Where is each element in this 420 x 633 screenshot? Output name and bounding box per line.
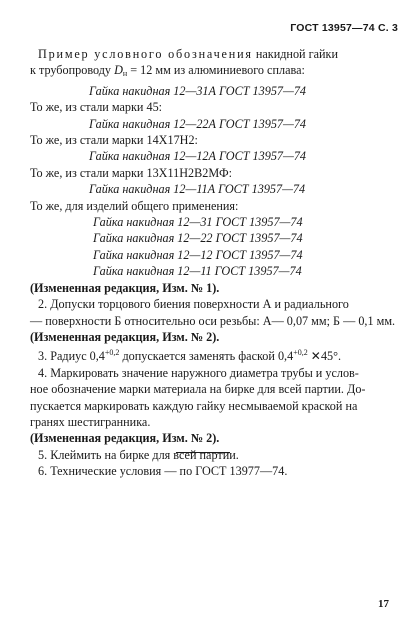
amendment-note-1: (Измененная редакция, Изм. № 1). [30, 280, 220, 295]
paragraph-2-line-2: — поверхности Б относительно оси резьбы: А— 0,07 мм; Б — 0,1 мм. [30, 313, 396, 328]
designation-4: Гайка накидная 12—11А ГОСТ 13957—74 [89, 182, 306, 197]
paragraph-4-line-3: пускается маркировать каждую гайку несмываемой краской на [30, 398, 358, 413]
paragraph-4-line-1: 4. Маркировать значение наружного диаметра трубы и услов- [38, 365, 359, 380]
designation-6: Гайка накидная 12—22 ГОСТ 13957—74 [93, 231, 303, 246]
header-page: С. 3 [377, 22, 398, 34]
designation-5: Гайка накидная 12—31 ГОСТ 13957—74 [93, 215, 303, 230]
designation-7: Гайка накидная 12—12 ГОСТ 13957—74 [93, 247, 303, 262]
paragraph-3: 3. Радиус $0,4^{+0,2}$ допускается заменять фаской $0,4^{+0,2}$ ✕45°. [38, 348, 342, 364]
text-line: То же, из стали марки 45: [30, 100, 163, 115]
designation-3: Гайка накидная 12—12А ГОСТ 13957—74 [89, 149, 307, 164]
amendment-note-2: (Измененная редакция, Изм. № 2). [30, 329, 220, 344]
paragraph-4-line-2: ное обозначение марки материала на бирке для всей партии. До- [30, 382, 366, 397]
example-tail: накидной гайки [252, 47, 338, 61]
paragraph-6: 6. Технические условия — по ГОСТ 13977—74. [38, 464, 288, 479]
paragraph-5: 5. Клеймить на бирке для всей партии. [38, 447, 239, 462]
text-line: То же, для изделий общего применения: [30, 198, 239, 213]
paragraph-4-line-4: гранях шестигранника. [30, 414, 151, 429]
section-divider [176, 452, 230, 453]
page-header [290, 22, 398, 34]
example-line-2: к трубопроводу $D_н = 12$ мм из алюминиевого сплава: [30, 63, 305, 79]
text-line: То же, из стали марки 14Х17Н2: [30, 133, 198, 148]
diameter-symbol: D [114, 63, 123, 78]
paragraph-2-line-1: 2. Допуски торцового биения поверхности А и радиального [38, 297, 349, 312]
document-body [30, 46, 396, 480]
example-label: Пример условного обозначения [38, 47, 253, 61]
example-line-1 [30, 46, 392, 62]
designation-1: Гайка накидная 12—31А ГОСТ 13957—74 [89, 83, 307, 98]
amendment-note-3: (Измененная редакция, Изм. № 2). [30, 431, 220, 446]
header-standard: ГОСТ 13957—74 [290, 22, 375, 34]
designation-2: Гайка накидная 12—22А ГОСТ 13957—74 [89, 116, 307, 131]
designation-8: Гайка накидная 12—11 ГОСТ 13957—74 [93, 264, 302, 279]
text-line: То же, из стали марки 13Х11Н2В2МФ: [30, 165, 233, 180]
page-number: 17 [378, 598, 389, 610]
